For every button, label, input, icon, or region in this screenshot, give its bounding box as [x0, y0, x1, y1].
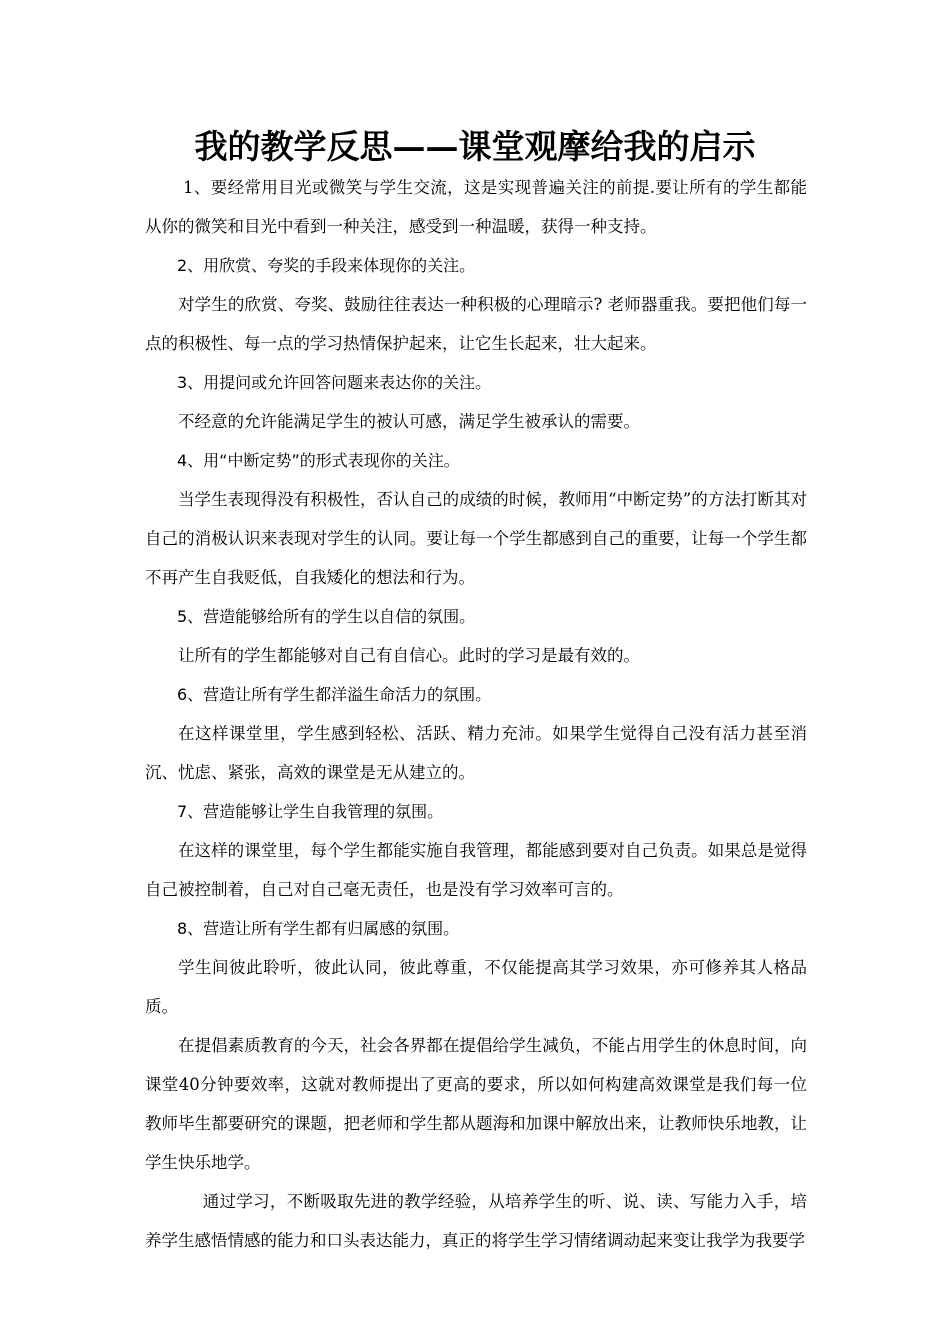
- section-heading-8: 8、营造让所有学生都有归属感的氛围。: [177, 919, 460, 938]
- paragraph-8: 学生间彼此聆听，彼此认同，彼此尊重，不仅能提高其学习效果，亦可修养其人格品质。: [145, 958, 807, 1016]
- section-heading-7: 7、营造能够让学生自我管理的氛围。: [177, 802, 444, 821]
- paragraph-6: 在这样课堂里，学生感到轻松、活跃、精力充沛。如果学生觉得自己没有活力甚至消沉、忧虑、紧张，高效的课堂是无从建立的。: [145, 724, 807, 782]
- paragraph-2: 对学生的欣赏、夸奖、鼓励往往表达一种积极的心理暗示? 老师器重我。要把他们每一点的积极性、每一点的学习热情保护起来，让它生长起来，壮大起来。: [145, 295, 807, 353]
- section-heading-2: 2、用欣赏、夸奖的手段来体现你的关注。: [177, 256, 476, 275]
- section-heading-3: 3、用提问或允许回答问题来表达你的关注。: [177, 373, 492, 392]
- paragraph-7: 在这样的课堂里，每个学生都能实施自我管理，都能感到要对自己负责。如果总是觉得自己被控制着，自己对自己毫无责任，也是没有学习效率可言的。: [145, 841, 807, 899]
- paragraph-9: 在提倡素质教育的今天，社会各界都在提倡给学生减负，不能占用学生的休息时间，向课堂40分钟要效率，这就对教师提出了更高的要求，所以如何构建高效课堂是我们每一位教师毕生都要研究的课题，把老师和学生都从题海和加课中解放出来，让教师快乐地教，让学生快乐地学。: [145, 1036, 807, 1172]
- section-heading-6: 6、营造让所有学生都洋溢生命活力的氛围。: [177, 685, 492, 704]
- document-body: [145, 168, 807, 1260]
- paragraph-4: 当学生表现得没有积极性，否认自己的成绩的时候，教师用“中断定势”的方法打断其对自己的消极认识来表现对学生的认同。要让每一个学生都感到自己的重要，让每一个学生都不再产生自我贬低，自我矮化的想法和行为。: [145, 490, 807, 587]
- paragraph-10: 通过学习，不断吸取先进的教学经验，从培养学生的听、说、读、写能力入手，培养学生感悟情感的能力和口头表达能力，真正的将学生学习情绪调动起来变让我学为我要学: [145, 1192, 807, 1250]
- section-heading-4: 4、用“中断定势”的形式表现你的关注。: [177, 451, 460, 470]
- section-heading-5: 5、营造能够给所有的学生以自信的氛围。: [177, 607, 476, 626]
- paragraph-3: 不经意的允许能满足学生的被认可感，满足学生被承认的需要。: [178, 412, 640, 431]
- paragraph-1: 1、要经常用目光或微笑与学生交流，这是实现普遍关注的前提.要让所有的学生都能从你的微笑和目光中看到一种关注，感受到一种温暖，获得一种支持。: [145, 178, 807, 236]
- document-title: 我的教学反思——课堂观摩给我的启示: [194, 127, 756, 166]
- paragraph-5: 让所有的学生都能够对自己有自信心。此时的学习是最有效的。: [178, 646, 640, 665]
